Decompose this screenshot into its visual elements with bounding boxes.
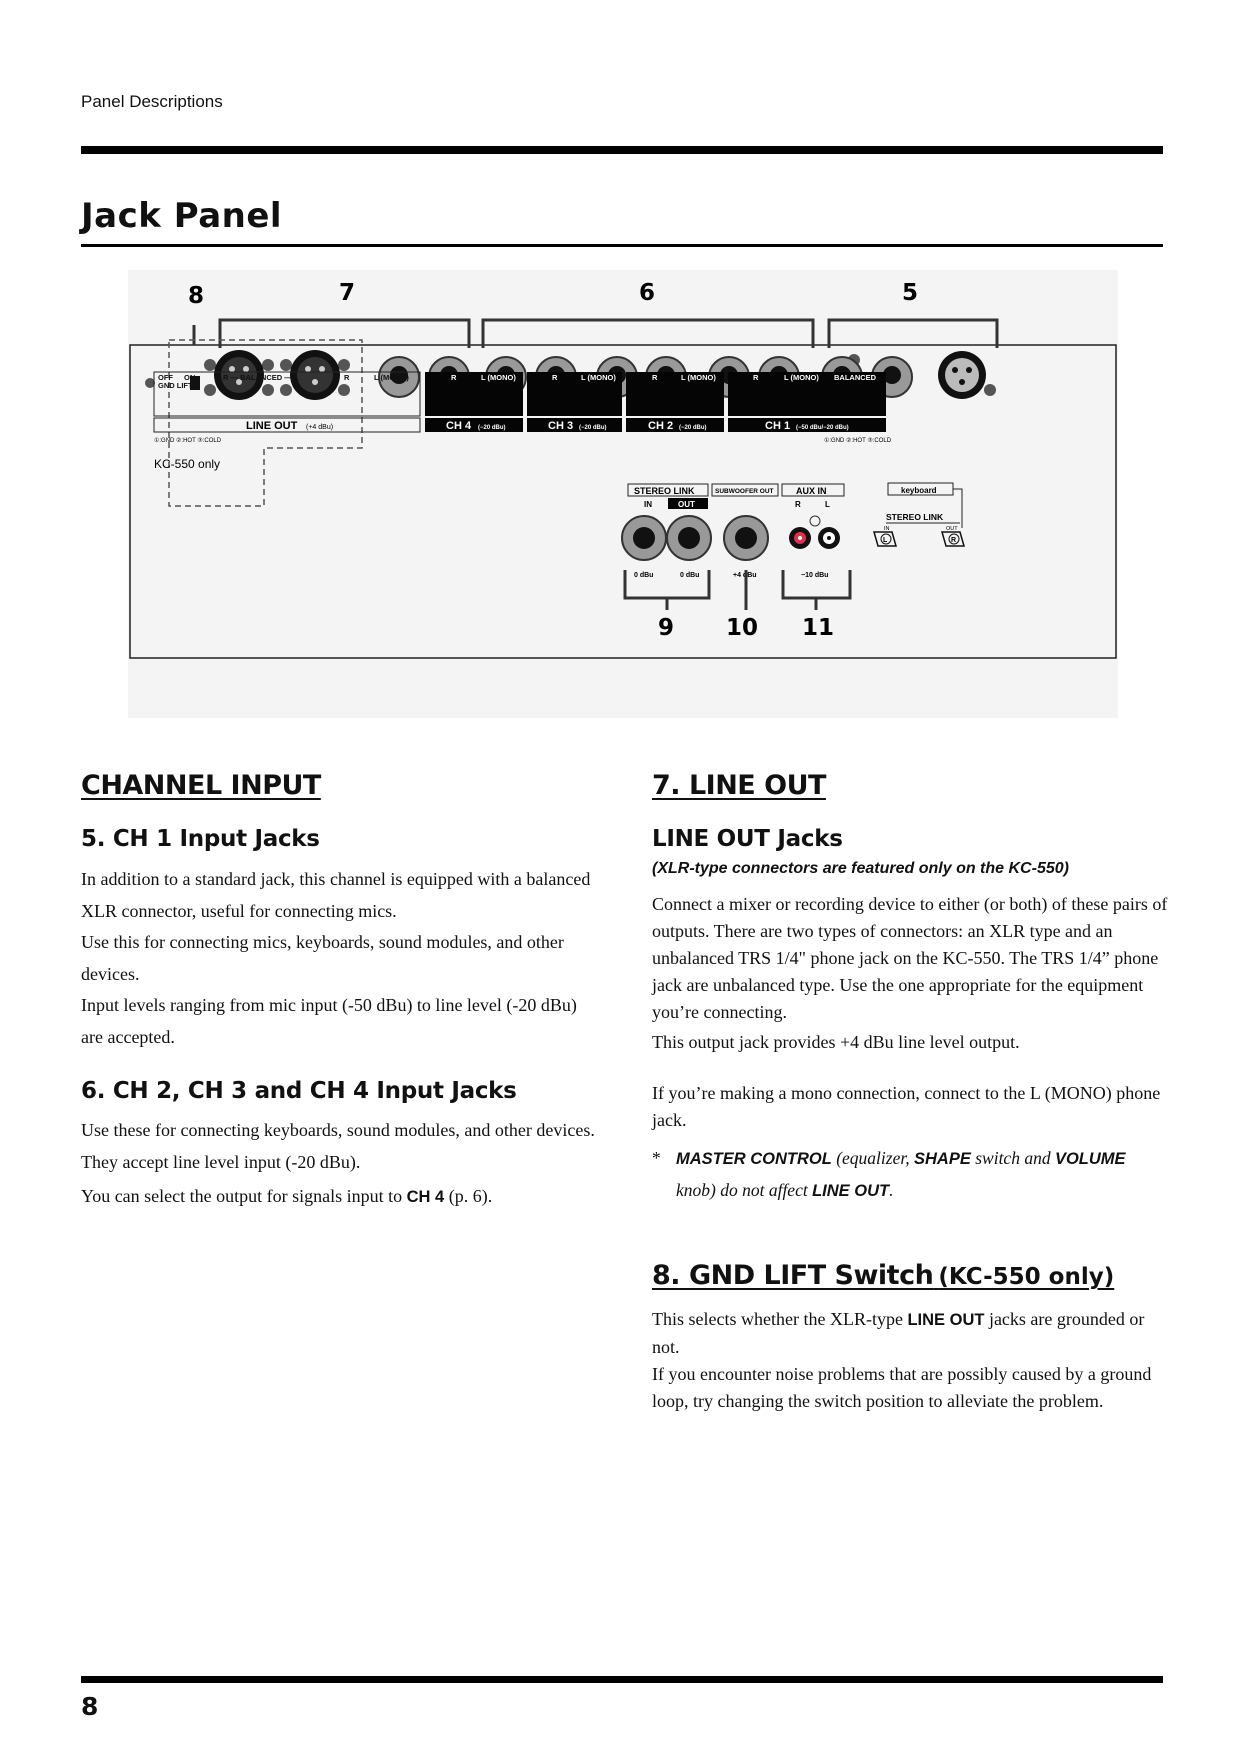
ch1-label: CH 1 [765,420,791,432]
label-10dbu: −10 dBu [801,572,829,579]
label-kb-in: IN [884,526,890,532]
bottom-rule [81,1676,1163,1683]
gnd-lift-line-out-keyword: LINE OUT [907,1311,985,1329]
gnd-lift-para-2: If you encounter noise problems that are possibly caused by a ground loop, try changing the switch position to alleviate the problem. [652,1364,1152,1411]
ch2-level: (−20 dBu) [679,425,707,431]
label-kb-out: OUT [946,526,958,532]
line-out-section-heading: 7. LINE OUT [652,770,826,801]
label-gnd-on: ON [184,373,196,382]
label-out: OUT [678,500,695,509]
note-text-4: . [889,1180,894,1200]
label-0dbu-a: 0 dBu [634,572,654,579]
note-kw-line-out: LINE OUT [812,1182,890,1200]
label-pin-legend-left: ①:GND ②:HOT ③:COLD [154,438,222,444]
label-stereo-link: STEREO LINK [634,486,695,496]
callout-6: 6 [639,280,656,306]
label-kb-r: R [951,537,957,544]
callout-11: 11 [802,615,835,641]
ch1-para-2: Use this for connecting mics, keyboards, sound modules, and other devices. [81,932,564,984]
ch2-4-para-3-post: (p. 6). [444,1186,493,1206]
page-title: Jack Panel [81,196,283,236]
note-kw-volume: VOLUME [1054,1150,1126,1168]
ch2-r: R [652,373,658,382]
ch1-l-mono: L (MONO) [784,373,819,382]
gnd-lift-para-1-post: jacks are grounded or not. [652,1309,1145,1357]
jack-panel-figure [128,270,1118,718]
label-kc550-only: KC-550 only [154,457,221,471]
gnd-lift-para-1-pre: This selects whether the XLR-type [652,1309,908,1329]
gnd-lift-para-1 [652,1306,1168,1361]
ch2-4-para-3-pre: You can select the output for signals input to [81,1186,407,1206]
callout-7: 7 [339,280,356,306]
gnd-lift-heading-suffix: (KC-550 only) [938,1264,1115,1290]
note-text-1: (equalizer, [831,1148,914,1168]
label-aux-r: R [795,500,801,509]
ch1-input-jacks-body [81,864,601,1053]
title-rule [81,244,1163,247]
line-out-note [652,1143,1168,1207]
ch4-level: (−20 dBu) [478,425,506,431]
gnd-lift-section-heading [652,1260,1114,1291]
gnd-lift-body [652,1306,1168,1415]
note-kw-master-control: MASTER CONTROL [676,1150,832,1168]
ch2-label: CH 2 [648,420,674,432]
label-line-out-level: (+4 dBu) [306,424,334,431]
ch1-para-1: In addition to a standard jack, this channel is equipped with a balanced XLR connector, useful for connecting mics. [81,869,591,921]
channel-input-heading: CHANNEL INPUT [81,770,321,801]
gnd-lift-heading-main: 8. GND LIFT Switch [652,1260,934,1291]
ch1-xlr-input [938,351,986,399]
page-number: 8 [81,1692,99,1721]
label-kb-stereo-link: STEREO LINK [886,512,944,522]
ch2-4-para-1: Use these for connecting keyboards, sound modules, and other devices. [81,1120,595,1140]
label-gnd-lift: GND LIFT [158,381,193,390]
ch2-4-input-jacks-body [81,1115,601,1214]
label-kb-l: L [883,537,888,544]
line-out-subheading: (XLR-type connectors are featured only on the KC-550) [652,860,1069,877]
label-aux-in: AUX IN [796,486,827,496]
note-mark: * [652,1148,661,1168]
label-pin-legend-right: ①:GND ②:HOT ③:COLD [824,438,892,444]
ch3-level: (−20 dBu) [579,425,607,431]
note-text-2: switch and [970,1148,1055,1168]
ch4-keyword: CH 4 [406,1188,445,1206]
top-rule [81,146,1163,154]
ch2-4-para-2: They accept line level input (-20 dBu). [81,1151,361,1172]
note-kw-shape: SHAPE [913,1150,971,1168]
label-0dbu-b: 0 dBu [680,572,700,579]
label-l-mono-line: L (MONO) [374,373,409,382]
callout-10: 10 [726,615,759,641]
note-text-3: knob) do not affect [676,1180,813,1200]
callout-9: 9 [658,615,675,641]
ch4-l-mono: L (MONO) [481,373,516,382]
ch2-4-input-jacks-heading: 6. CH 2, CH 3 and CH 4 Input Jacks [81,1078,517,1104]
label-line-out: LINE OUT [246,420,298,432]
rear-phone-jacks [622,516,768,560]
line-out-body [652,891,1168,1134]
line-out-jacks-heading: LINE OUT Jacks [652,826,843,852]
note-text [676,1143,1168,1207]
line-out-para-3: If you’re making a mono connection, connect to the L (MONO) phone jack. [652,1083,1161,1130]
ch2-l-mono: L (MONO) [681,373,716,382]
label-gnd-off: OFF [158,373,173,382]
callout-5: 5 [902,280,919,306]
label-r-line: R [344,373,350,382]
ch1-input-jacks-heading: 5. CH 1 Input Jacks [81,826,320,852]
line-out-para-2: This output jack provides +4 dBu line level output. [652,1032,1020,1052]
ch1-level: (−50 dBu/−20 dBu) [796,425,849,431]
label-in: IN [644,500,652,509]
ch1-balanced: BALANCED [834,373,877,382]
ch1-para-3: Input levels ranging from mic input (-50 dBu) to line level (-20 dBu) are accepted. [81,995,577,1047]
label-balanced-rl: R — BALANCED — L [223,373,299,382]
ch2-4-para-3 [81,1181,601,1214]
label-keyboard: keyboard [901,486,937,495]
ch3-l-mono: L (MONO) [581,373,616,382]
callout-8: 8 [188,283,205,309]
running-head: Panel Descriptions [81,92,223,111]
ch3-label: CH 3 [548,420,574,432]
ch3-r: R [552,373,558,382]
ch1-r: R [753,373,759,382]
line-out-para-1: Connect a mixer or recording device to either (or both) of these pairs of outputs. There are two types of connectors: an XLR type and an unbalanced TRS 1/4" phone jack on the KC-550. The TRS 1/4” phone jack are unbalanced type. Use the one appropriate for the equipment you’re connecting. [652,894,1168,1022]
ch4-label: CH 4 [446,420,472,432]
label-4dbu: +4 dBu [733,572,757,579]
label-aux-l: L [825,500,830,509]
ch4-r: R [451,373,457,382]
label-subwoofer-out: SUBWOOFER OUT [715,488,774,495]
